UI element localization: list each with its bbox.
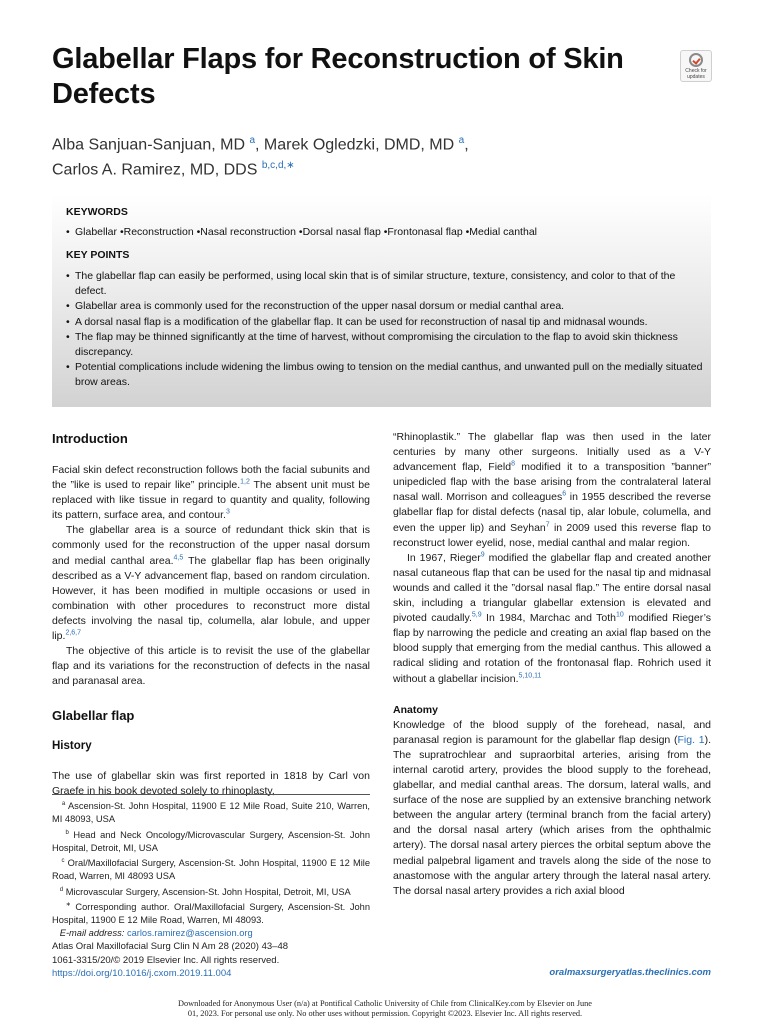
download-notice-line-2: 01, 2023. For personal use only. No other uses without permission. Copyright ©2023. Elsevier Inc. All rights reserved.: [187, 1009, 583, 1018]
history-paragraph-2: In 1967, Rieger$^9$ modified the glabellar flap and created another nasal cutaneous flap that can be used for the nasal tip and midnasal wounds and called it the ”dorsal nasal flap.” The entire dorsal nasal skin, including a triangular glabellar extension is elevated and pivoted caudally.$^{5,9}$ In 1984, Marchac and Toth$^{10}$ modified Rieger’s flap by narrowing the pedicle and creating an axial flap based on the blood supply that emerging from the medial canthus. This allowed a radical sliding and rotation of the frontonasal flap. Rohrich used it without a glabellar incision.$^{5,10,11}$: [393, 551, 711, 685]
footnote-d: $^d$ Microvascular Surgery, Ascension-St. John Hospital, Detroit, MI, USA: [59, 886, 351, 897]
keyword: Reconstruction •: [124, 226, 201, 238]
intro-paragraph-1: Facial skin defect reconstruction follows both the facial subunits and the ”like is used to repair like” principle.$^{1,2}$ The absent unit must be replaced with like tissue in regard to quantity and quality, following its pattern, surface area, and contour.$^3$: [52, 464, 370, 522]
citation-link[interactable]: 10: [616, 611, 624, 619]
authors-line-2: [52, 155, 692, 180]
citation-link[interactable]: 5,9: [471, 611, 482, 619]
affiliation-mark[interactable]: a: [249, 135, 256, 146]
footnote-b: $^b$ Head and Neck Oncology/Microvascular Surgery, Ascension-St. John Hospital, Detroit, MI, USA: [52, 829, 370, 853]
citation-link[interactable]: 7: [545, 521, 550, 529]
affiliation-mark[interactable]: a: [458, 135, 465, 146]
author-name[interactable]: , Marek Ogledzki, DMD, MD: [255, 136, 455, 154]
journal-footer: [52, 940, 288, 981]
copyright-line: 1061-3315/20/© 2019 Elsevier Inc. All rights reserved.: [52, 954, 280, 966]
anatomy-heading: Anatomy: [393, 703, 438, 716]
key-point: • The glabellar flap can easily be performed, using local skin that is of similar structure, texture, consistency, and color to that of the defect.: [66, 269, 706, 299]
keyword: Dorsal nasal flap •: [303, 226, 388, 238]
key-point: • Potential complications include widening the limbus owing to tension on the medial canthus, and unwanted pull on the medially situated brow areas.: [66, 360, 706, 390]
citation-link[interactable]: 3: [225, 508, 230, 516]
journal-citation: Atlas Oral Maxillofacial Surg Clin N Am 28 (2020) 43–48: [52, 941, 289, 952]
citation-link[interactable]: 9: [480, 551, 485, 559]
footnote-c: $^c$ Oral/Maxillofacial Surgery, Ascension-St. John Hospital, 11900 E 12 Mile Road, Warren, MI 48093 USA: [52, 858, 370, 882]
journal-site-link[interactable]: oralmaxsurgeryatlas.theclinics.com: [549, 967, 711, 978]
citation-link[interactable]: 5,10,11: [518, 672, 542, 679]
doi-link[interactable]: https://doi.org/10.1016/j.cxom.2019.11.004: [52, 968, 232, 979]
key-point: • The flap may be thinned significantly at the time of harvest, without compromising the circulation to the flap to avoid skin thickness discrepancy.: [66, 330, 706, 360]
intro-paragraph-2: The glabellar area is a source of redundant thick skin that is commonly used for the reconstruction of the upper nasal dorsum and medial canthal area.$^{4,5}$ The glabellar flap has been originally described as a V-Y advancement flap, based on random circulation. However, it has been modified in multiple occasions or used in combination with other procedures to reconstruct more distal defects involving the nasal tip, columella, alar lobule, and upper lip.$^{2,6,7}$: [52, 524, 370, 643]
key-points-list: [66, 269, 706, 391]
citation-link[interactable]: 2,6,7: [65, 629, 82, 637]
check-updates-icon: [689, 53, 703, 67]
footnote-email: E-mail address: carlos.ramirez@ascension.org: [59, 928, 253, 939]
affiliations-footnotes: [52, 794, 370, 941]
keyword: Nasal reconstruction •: [200, 226, 302, 238]
keywords-heading: KEYWORDS: [66, 206, 128, 218]
anatomy-paragraph: Knowledge of the blood supply of the forehead, nasal, and paranasal region is paramount for the glabellar flap design (Fig. 1). The supratrochlear and supraorbital arteries, arising from the internal carotid artery, provides the blood supply to the forehead, glabellar, and medial canthal areas. The dorsum, lateral walls, and surface of the nose are supplied by an extensive branching network between the angular artery (terminal branch from the facial artery) and the dorsal nasal artery (which arises from the ophthalmic artery). The dorsal nasal artery pierces the orbital septum above the medial palpebral ligament and travels along the side of the nose to anastomose with the angular artery through the lateral nasal artery. The dorsal nasal artery provides a rich axial blood: [393, 718, 711, 897]
keyword: Medial canthal: [469, 226, 537, 238]
intro-paragraph-3: The objective of this article is to revisit the use of the glabellar flap and its variations for the reconstruction of defects in the nasal and paranasal area.: [52, 645, 370, 688]
keyword: Frontonasal flap •: [387, 226, 469, 238]
history-heading: History: [52, 740, 92, 753]
history-paragraph-continued: “Rhinoplastik.” The glabellar flap was then used in the later centuries by many other surgeons. Initially used as a V-Y advancement flap, Field$^8$ modified it to a transposition ”banner” unipedicled flap with the base arising from the contralateral lateral nasal wall. Morrison and colleagues$^6$ in 1955 described the reverse glabellar flap for distal defects (nasal tip, alar lobule, columella, and even the upper lip) and Seyhan$^7$ in 2009 used this reverse flap to reconstruct lower eyelid, nose, medial canthal and malar region.: [393, 431, 712, 549]
affiliation-mark[interactable]: b,c,d,∗: [261, 160, 295, 172]
history-paragraph: The use of glabellar skin was first reported in 1818 by Carl von Graefe in his book devoted solely to rhinoplasty,: [52, 769, 370, 797]
keywords-list: • Glabellar • Reconstruction • Nasal reconstruction • Dorsal nasal flap • Frontonasal flap • Medial canthal: [66, 226, 537, 238]
left-column: [52, 430, 370, 799]
figure-link[interactable]: Fig. 1: [677, 733, 705, 746]
footnote-corresponding: ∗ Corresponding author. Oral/Maxillofacial Surgery, Ascension-St. John Hospital, 11900 E 12 Mile Road, Warren, MI 48093.: [52, 901, 370, 926]
check-updates-label: Check for updates: [685, 68, 707, 80]
authors-line-1: [52, 130, 692, 155]
citation-link[interactable]: 1,2: [240, 478, 250, 486]
check-for-updates-badge[interactable]: [680, 50, 712, 82]
author-name[interactable]: Alba Sanjuan-Sanjuan, MD: [52, 136, 246, 154]
key-point: • Glabellar area is commonly used for the reconstruction of the upper nasal dorsum or medial canthal area.: [66, 299, 706, 314]
right-column: [393, 430, 711, 899]
author-name[interactable]: Carlos A. Ramirez, MD, DDS: [52, 161, 258, 179]
keyword: Glabellar •: [75, 226, 124, 238]
citation-link[interactable]: 6: [562, 490, 567, 498]
download-notice-line-1: Downloaded for Anonymous User (n/a) at Pontifical Catholic University of Chile from ClinicalKey.com by Elsevier on June: [178, 999, 592, 1008]
article-title: Glabellar Flaps for Reconstruction of Skin Defects: [52, 43, 624, 110]
email-link[interactable]: carlos.ramirez@ascension.org: [126, 928, 253, 939]
citation-link[interactable]: 8: [511, 460, 515, 468]
separator: ,: [464, 136, 469, 154]
keywords-box: [52, 194, 711, 407]
footnote-a: $^a$ Ascension-St. John Hospital, 11900 E 12 Mile Road, Suite 210, Warren, MI 48093, USA: [52, 801, 371, 825]
author-list: [52, 130, 692, 181]
key-point: • A dorsal nasal flap is a modification of the glabellar flap. It can be used for reconstruction of nasal tip and midnasal wounds.: [66, 315, 706, 330]
glabellar-flap-heading: Glabellar flap: [52, 708, 135, 724]
key-points-heading: KEY POINTS: [66, 249, 130, 261]
introduction-heading: Introduction: [52, 431, 128, 446]
download-notice: [120, 999, 650, 1019]
citation-link[interactable]: 4,5: [173, 554, 184, 562]
